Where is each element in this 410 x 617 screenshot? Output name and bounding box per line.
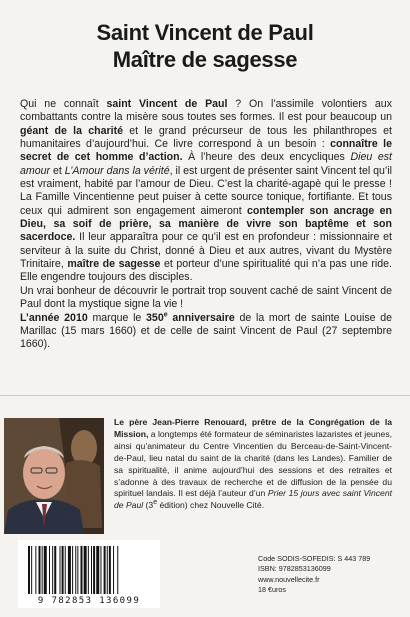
back-cover-description [20,98,392,352]
superscript: e [163,310,168,318]
barcode-bar [31,546,32,594]
superscript: e [153,499,158,507]
bold-run: L’année 2010 [20,311,88,324]
bold-run: saint Vincent de Paul [106,98,228,110]
text-run: et [50,164,65,177]
description-paragraph-1 [20,98,392,285]
barcode-bar [44,546,47,594]
barcode-bar [93,546,95,594]
barcode-bar [77,546,78,594]
text-run: Il leur apparaîtra pour ce qu’il est en profondeur : missionnaire et serviteur à la suite du Christ, donné à Dieu et aux autres, vivant du Mystère Trinitaire, [20,231,392,271]
bold-run: connaître le secret de cet homme d’action. [20,138,392,164]
text-run: de la mort de sainte Louise de Marillac (15 mars 1660) et de celle de saint Vincent de Paul (27 septembre 1660). [20,311,392,351]
text-run: ? On l’assimile volontiers aux combattants contre la misère sous toutes ses formes. Il est pour beaucoup un [20,98,392,124]
barcode-bar [96,546,99,594]
barcode-bar [81,546,83,594]
section-divider [0,395,410,396]
bold-run [146,312,235,324]
barcode-bar [28,546,30,594]
barcode-bar [60,546,61,594]
author-photo [4,418,104,534]
text-run: édition) chez Nouvelle Cité. [157,500,265,511]
barcode-bar [91,546,92,594]
distributor-code: Code SODIS-SOFEDIS: S 443 789 [258,554,371,563]
barcode-bar [100,546,101,594]
barcode-bar [62,546,64,594]
text-run: et porteur d’une spiritualité qui n’a pas une ride. Elle engendre toujours des disciples. [20,258,392,284]
text-run: 350 [146,311,164,324]
barcode-bar [84,546,87,594]
barcode-bar [54,546,56,594]
bold-run: géant de la charité [20,124,123,137]
text-run: (3 [143,500,154,511]
barcode-bar [52,546,53,594]
book-title: Saint Vincent de Paul [96,20,314,45]
barcode-bar [117,546,118,594]
barcode-bar [65,546,66,594]
barcode-bar [42,546,43,594]
text-run: et le grand précurseur de tous les philanthropes et humanitaires d’aujourd’hui. Ce livre correspond à un besoin : [20,124,392,151]
publisher-info [258,554,393,596]
barcode-bar [75,546,76,594]
bold-run: Le père Jean-Pierre Renouard, prêtre de la Congrégation de la Mission, [114,417,392,439]
description-paragraph-2: Un vrai bonheur de découvrir le portrait trop souvent caché de saint Vincent de Paul dont la mystique signe la vie ! [20,284,392,311]
author-bio [114,417,392,512]
bold-run: maître de sagesse [67,258,161,271]
barcode-bar [68,546,71,594]
price-text: 18 €uros [258,585,286,595]
isbn-text: ISBN: 9782853136099 [258,564,331,574]
barcode-bar [104,546,106,594]
barcode-bar [35,546,36,594]
italic-run: Dieu est amour [20,151,392,177]
barcode-icon [18,540,160,596]
website-text: www.nouvellecite.fr [258,574,320,584]
bold-run: contempler son ancrage en Dieu, sa soif de prière, sa manière de vivre son baptême et son sacerdoce. [20,204,393,244]
barcode-bar [109,546,111,594]
text-run: , il est urgent de présenter saint Vincent tel qu’il est vraiment, habité par l’amour de Dieu. C’est la charité-agapè qui le presse ! La Famille Vincentienne peut puiser à cette source tonique, fortifiante. Et tous ceux qui admirent son engagement aimeront [20,164,392,217]
text-run: anniversaire [167,311,235,324]
text-run: Qui ne connaît [20,98,107,110]
author-photo-icon [4,418,104,534]
text-run: marque le [87,311,147,324]
italic-run: Prier 15 jours avec saint Vincent de Paul [114,488,392,511]
description-paragraph-3 [20,312,392,352]
text-run: a longtemps été formateur de séminaristes lazaristes et jeunes, ainsi qu’animateur du Centre Vincentien du Berceau-de-Saint-Vincent-de-Paul, lieu natal du saint de la charité (dans les Landes). Familier de sa spiritualité, il anime aujourd’hui des sessions et des retraites et s’adonne à des travaux de recherche et de diffusion de la pensée du spirituel landais. Il est déjà l’auteur d’un [114,428,392,499]
barcode-bar [107,546,108,594]
barcode-number: 9 782853 136099 [37,596,141,606]
barcode-bar [88,546,89,594]
barcode-bar [49,546,50,594]
barcode-bar [113,546,114,594]
isbn-barcode [18,540,160,608]
text-run: À l’heure des deux encycliques [182,151,351,164]
barcode-bar [72,546,73,594]
italic-run: L’Amour dans la vérité [64,164,170,177]
barcode-bar [39,546,41,594]
book-subtitle: Maître de sagesse [112,47,298,72]
